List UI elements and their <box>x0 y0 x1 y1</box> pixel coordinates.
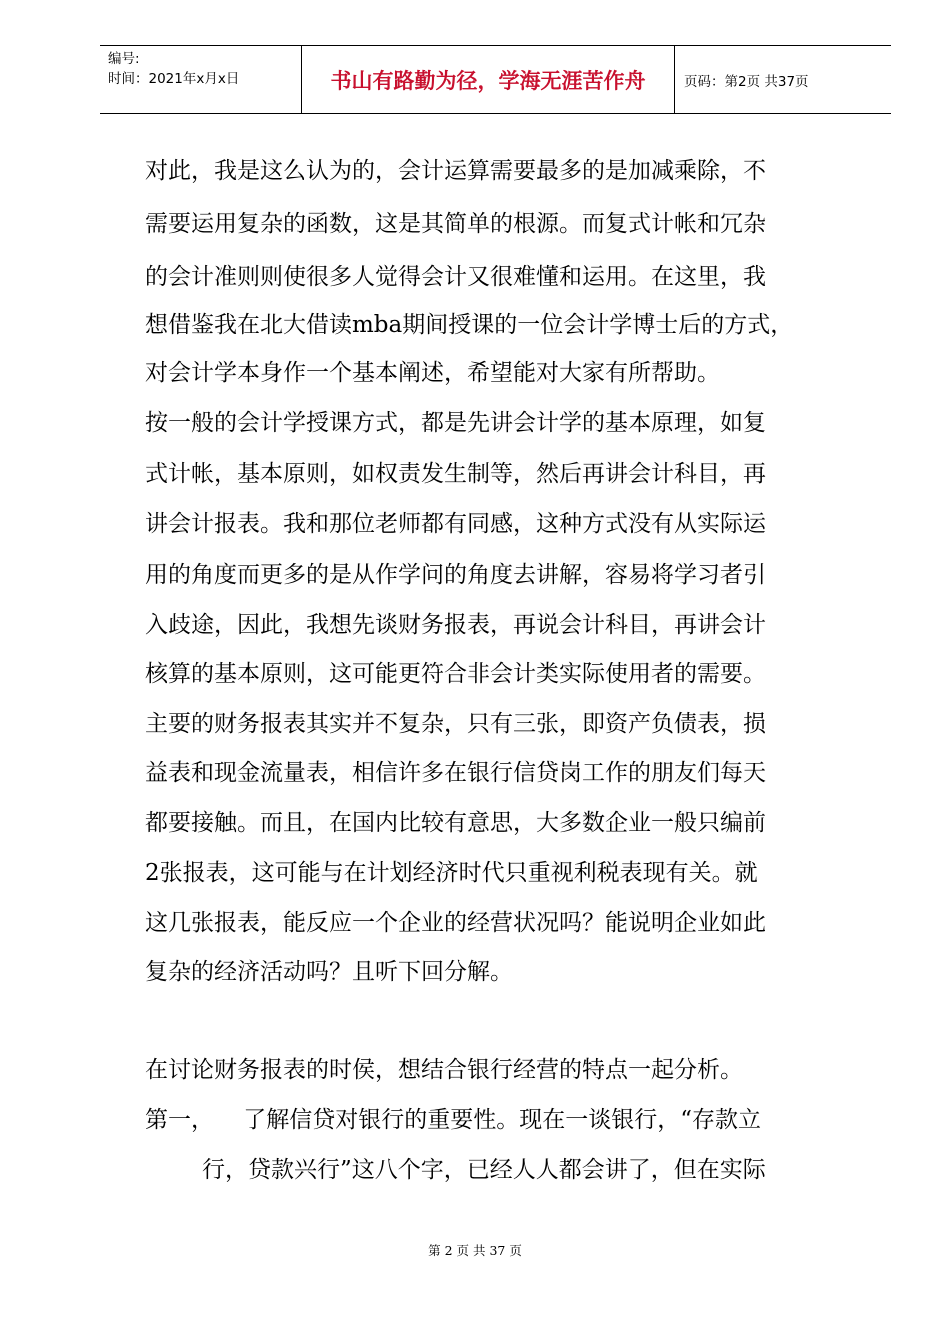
text-line: 都要接触。而且，在国内比较有意思，大多数企业一般只编前 <box>145 810 766 836</box>
text-line: 用的角度而更多的是从作学问的角度去讲解，容易将学习者引 <box>145 562 766 588</box>
text-line: 在讨论财务报表的时侯，想结合银行经营的特点一起分析。 <box>145 1057 743 1083</box>
text-line: 行，贷款兴行”这八个字，已经人人都会讲了，但在实际 <box>202 1157 766 1183</box>
text-line: 对此，我是这么认为的，会计运算需要最多的是加减乘除，不 <box>145 158 766 184</box>
text-line: 的会计准则则使很多人觉得会计又很难懂和运用。在这里，我 <box>145 264 766 290</box>
text-line: 对会计学本身作一个基本阐述，希望能对大家有所帮助。 <box>145 360 720 386</box>
text-line: 式计帐，基本原则，如权责发生制等，然后再讲会计科目，再 <box>145 461 766 487</box>
number-label: 编号: <box>108 51 140 67</box>
page-footer: 第 2 页 共 37 页 <box>428 1243 522 1258</box>
text-line: 入歧途，因此，我想先谈财务报表，再说会计科目，再讲会计 <box>145 612 766 638</box>
text-line: 核算的基本原则，这可能更符合非会计类实际使用者的需要。 <box>145 661 766 687</box>
document-header <box>100 45 891 114</box>
text-line: 第一， 了解信贷对银行的重要性。现在一谈银行，“存款立 <box>145 1107 762 1133</box>
text-line: 需要运用复杂的函数，这是其简单的根源。而复式计帐和冗杂 <box>145 211 766 237</box>
header-motto: 书山有路勤为径，学海无涯苦作舟 <box>330 68 646 93</box>
text-line: 这几张报表，能反应一个企业的经营状况吗？能说明企业如此 <box>145 910 766 936</box>
text-line: 复杂的经济活动吗？且听下回分解。 <box>145 959 513 985</box>
time-label: 时间：2021年x月x日 <box>108 71 240 87</box>
text-line: 按一般的会计学授课方式，都是先讲会计学的基本原理，如复 <box>145 410 766 436</box>
text-line: 益表和现金流量表，相信许多在银行信贷岗工作的朋友们每天 <box>145 760 766 786</box>
text-line: 主要的财务报表其实并不复杂，只有三张，即资产负债表，损 <box>145 711 766 737</box>
header-meta <box>108 49 239 89</box>
text-line: 想借鉴我在北大借读mba期间授课的一位会计学博士后的方式， <box>145 312 794 338</box>
text-line: 讲会计报表。我和那位老师都有同感，这种方式没有从实际运 <box>145 511 766 537</box>
header-divider <box>674 45 675 114</box>
text-line: 2张报表，这可能与在计划经济时代只重视利税表现有关。就 <box>145 860 758 886</box>
header-page-info: 页码：第2页 共37页 <box>684 73 809 90</box>
